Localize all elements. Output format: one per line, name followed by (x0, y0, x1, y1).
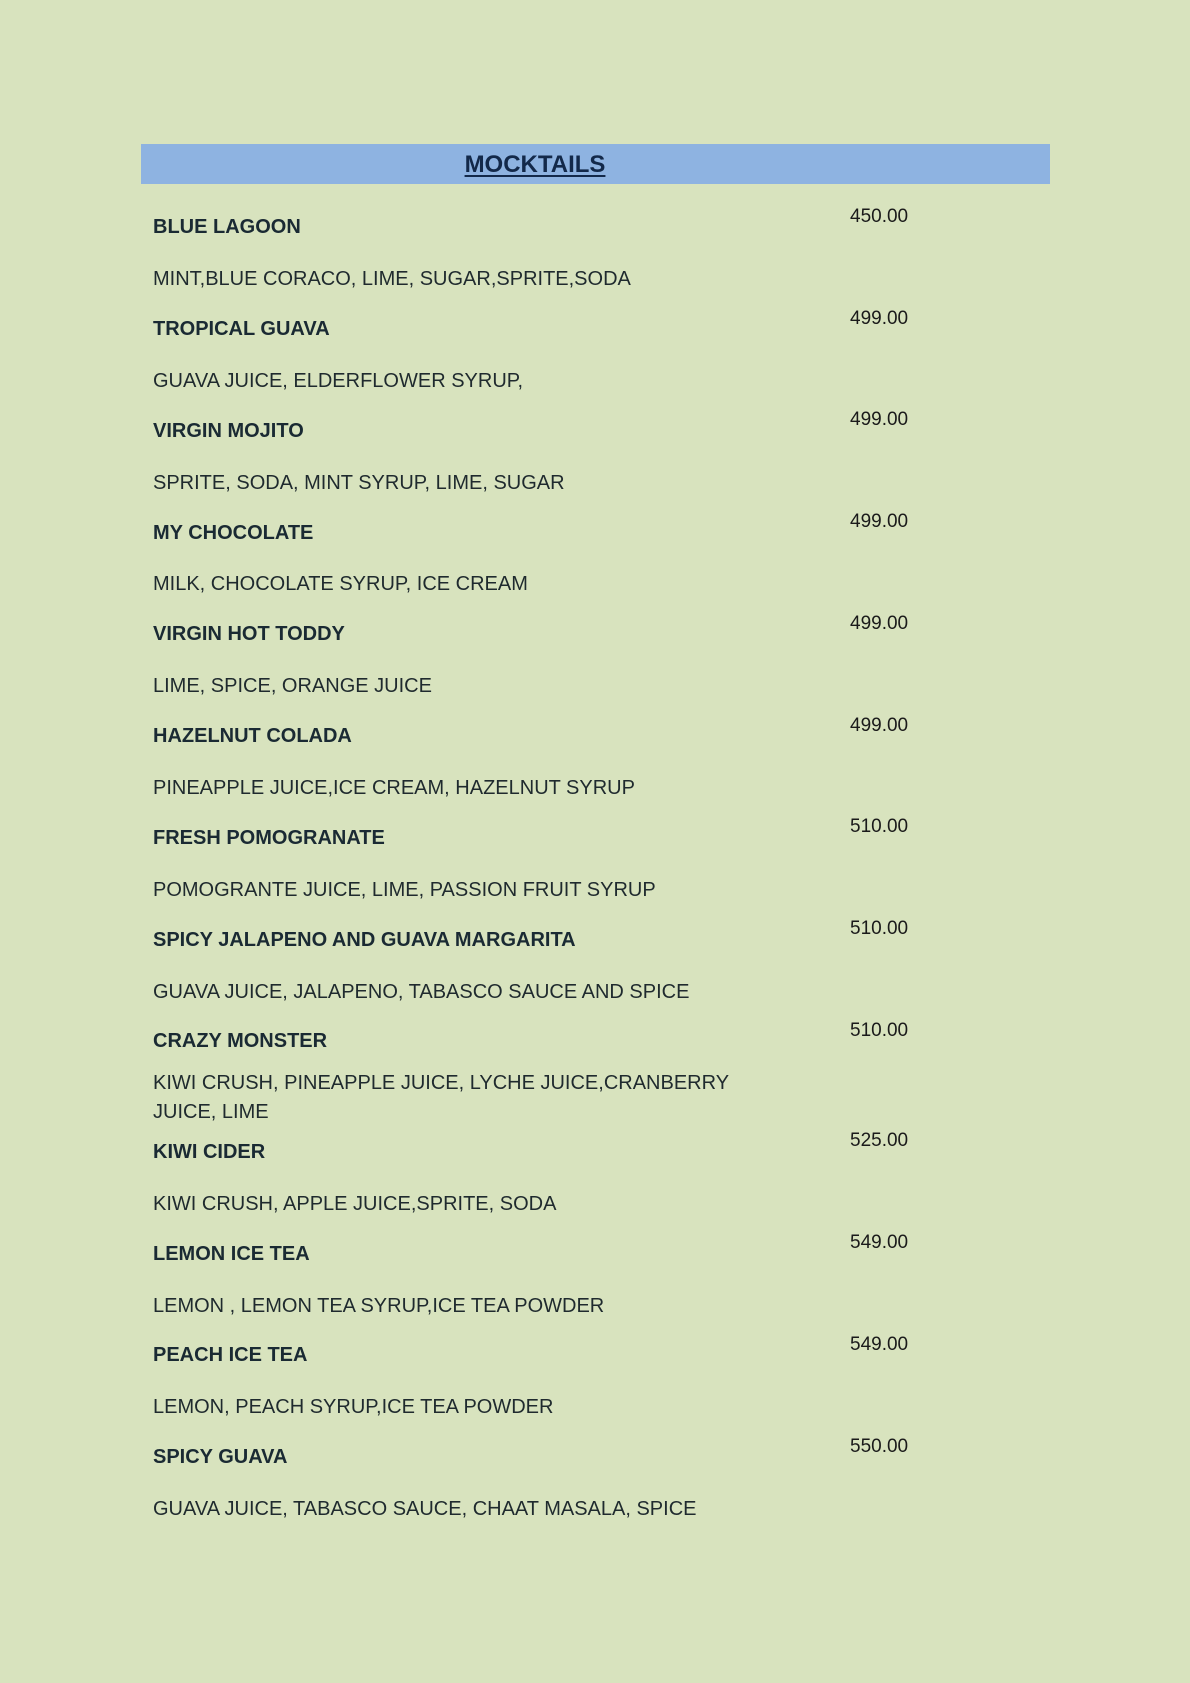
menu-item-price: 499.00 (850, 715, 909, 736)
menu-item-name: CRAZY MONSTER (153, 1030, 328, 1052)
menu-item-description: MILK, CHOCOLATE SYRUP, ICE CREAM (153, 573, 528, 595)
menu-item-description: KIWI CRUSH, PINEAPPLE JUICE, LYCHE JUICE,CRANBERRY JUICE, LIME (153, 1072, 729, 1123)
menu-item-name: HAZELNUT COLADA (153, 725, 352, 747)
menu-item-price: 499.00 (850, 613, 909, 634)
menu-item-description: SPRITE, SODA, MINT SYRUP, LIME, SUGAR (153, 472, 565, 494)
menu-item-name: BLUE LAGOON (153, 216, 301, 238)
menu-item-price: 549.00 (850, 1334, 909, 1355)
menu-item-name: KIWI CIDER (153, 1141, 266, 1163)
menu-item-price: 510.00 (850, 1020, 909, 1041)
menu-item-price: 499.00 (850, 409, 909, 430)
menu-item-description: GUAVA JUICE, ELDERFLOWER SYRUP, (153, 370, 524, 392)
menu-item-name: SPICY JALAPENO AND GUAVA MARGARITA (153, 929, 576, 951)
menu-item-price: 499.00 (850, 511, 909, 532)
menu-item-name: MY CHOCOLATE (153, 522, 314, 544)
menu-item-price: 510.00 (850, 918, 909, 939)
menu-item-name: PEACH ICE TEA (153, 1344, 308, 1366)
menu-item-description: LIME, SPICE, ORANGE JUICE (153, 675, 432, 697)
menu-item-description: KIWI CRUSH, APPLE JUICE,SPRITE, SODA (153, 1193, 557, 1215)
menu-item-description: LEMON, PEACH SYRUP,ICE TEA POWDER (153, 1396, 554, 1418)
menu-item-description: POMOGRANTE JUICE, LIME, PASSION FRUIT SYRUP (153, 879, 656, 901)
menu-item-name: SPICY GUAVA (153, 1446, 288, 1468)
menu-item-description: MINT,BLUE CORACO, LIME, SUGAR,SPRITE,SODA (153, 268, 631, 290)
menu-item-price: 510.00 (850, 816, 909, 837)
menu-item-price: 550.00 (850, 1436, 909, 1457)
menu-item-name: FRESH POMOGRANATE (153, 827, 385, 849)
menu-item-name: TROPICAL GUAVA (153, 318, 330, 340)
menu-item-price: 549.00 (850, 1232, 909, 1253)
menu-item-description: GUAVA JUICE, JALAPENO, TABASCO SAUCE AND SPICE (153, 981, 690, 1003)
menu-item-price: 499.00 (850, 308, 909, 329)
menu-item-name: VIRGIN HOT TODDY (153, 623, 345, 645)
menu-item-description: GUAVA JUICE, TABASCO SAUCE, CHAAT MASALA, SPICE (153, 1498, 697, 1520)
menu-item-name: LEMON ICE TEA (153, 1243, 310, 1265)
menu-item-price: 450.00 (850, 206, 909, 227)
menu-item-price: 525.00 (850, 1130, 909, 1151)
menu-item-description: PINEAPPLE JUICE,ICE CREAM, HAZELNUT SYRUP (153, 777, 635, 799)
menu-item-name: VIRGIN MOJITO (153, 420, 304, 442)
menu-item-description: LEMON , LEMON TEA SYRUP,ICE TEA POWDER (153, 1295, 605, 1317)
section-title: MOCKTAILS (464, 151, 606, 178)
